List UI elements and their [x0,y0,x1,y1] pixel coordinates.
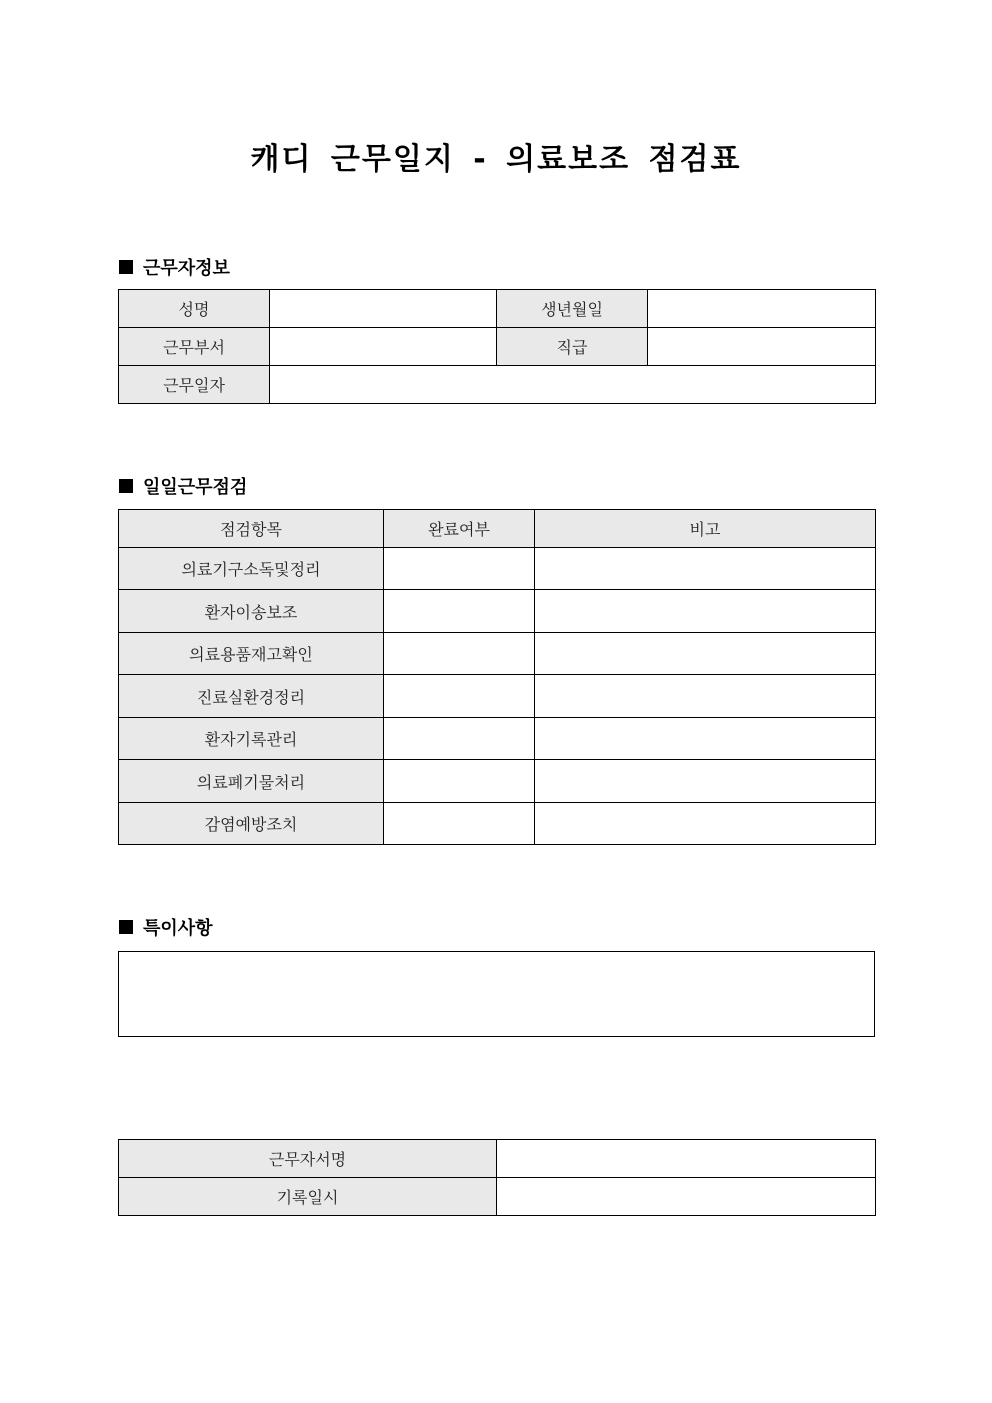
worker-info-table [118,289,876,404]
check-note-field[interactable] [535,548,876,590]
table-row [119,548,876,590]
check-note-field[interactable] [535,590,876,633]
work-date-field[interactable] [270,366,876,404]
check-done-field[interactable] [384,633,535,675]
signature-table [118,1139,876,1216]
check-done-field[interactable] [384,803,535,845]
table-row [119,803,876,845]
record-time-label: 기록일시 [119,1178,497,1216]
department-label: 근무부서 [119,328,270,366]
name-field[interactable] [270,290,497,328]
column-header-done: 완료여부 [384,510,535,548]
check-item-label: 의료기구소독및정리 [119,548,384,590]
birthdate-label: 생년월일 [497,290,648,328]
table-row [119,290,876,328]
work-date-label: 근무일자 [119,366,270,404]
check-item-label: 의료폐기물처리 [119,760,384,803]
check-item-label: 환자기록관리 [119,718,384,760]
check-note-field[interactable] [535,760,876,803]
check-note-field[interactable] [535,803,876,845]
check-item-label: 환자이송보조 [119,590,384,633]
check-done-field[interactable] [384,675,535,718]
notes-heading [119,914,213,940]
table-row [119,760,876,803]
square-bullet-icon [119,479,133,493]
table-row [119,633,876,675]
document-title: 캐디 근무일지 - 의료보조 점검표 [250,142,742,177]
table-row [119,590,876,633]
check-note-field[interactable] [535,633,876,675]
check-item-label: 감염예방조치 [119,803,384,845]
check-note-field[interactable] [535,675,876,718]
position-field[interactable] [648,328,876,366]
column-header-note: 비고 [535,510,876,548]
table-row [119,718,876,760]
column-header-item: 점검항목 [119,510,384,548]
table-row [119,366,876,404]
check-item-label: 의료용품재고확인 [119,633,384,675]
check-note-field[interactable] [535,718,876,760]
worker-info-heading [119,254,230,280]
daily-check-heading-text: 일일근무점검 [143,477,248,498]
signature-field[interactable] [497,1140,876,1178]
check-done-field[interactable] [384,548,535,590]
table-row [119,1178,876,1216]
check-done-field[interactable] [384,718,535,760]
check-item-label: 진료실환경정리 [119,675,384,718]
check-done-field[interactable] [384,760,535,803]
signature-label: 근무자서명 [119,1140,497,1178]
check-done-field[interactable] [384,590,535,633]
table-row [119,1140,876,1178]
department-field[interactable] [270,328,497,366]
notes-field[interactable] [118,951,875,1037]
name-label: 성명 [119,290,270,328]
worker-info-heading-text: 근무자정보 [143,258,230,279]
daily-check-heading [119,473,247,499]
birthdate-field[interactable] [648,290,876,328]
table-header-row [119,510,876,548]
table-row [119,328,876,366]
square-bullet-icon [119,260,133,274]
square-bullet-icon [119,920,133,934]
position-label: 직급 [497,328,648,366]
notes-heading-text: 특이사항 [143,918,213,939]
daily-check-table [118,509,876,845]
table-row [119,675,876,718]
record-time-field[interactable] [497,1178,876,1216]
